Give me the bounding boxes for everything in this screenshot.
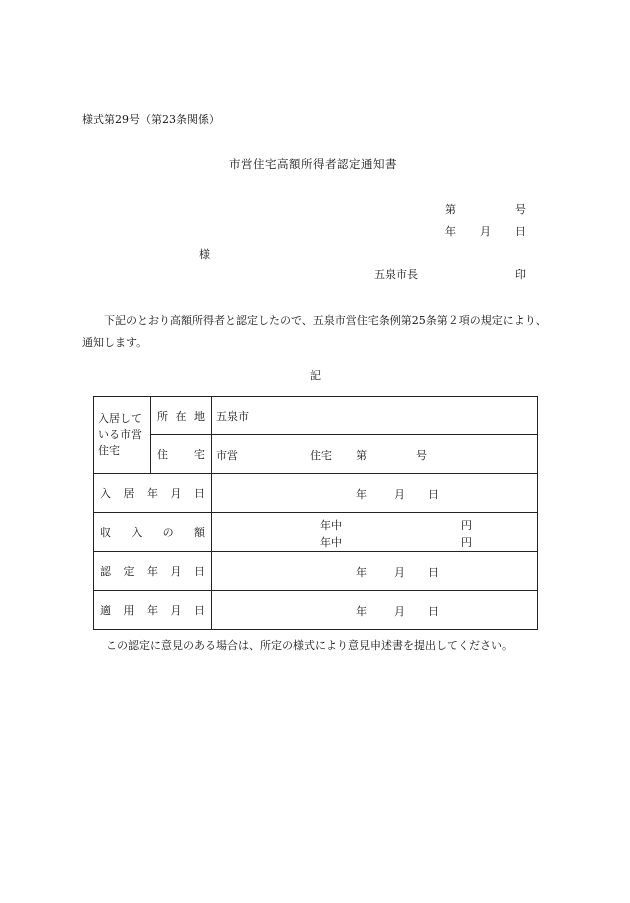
house-dai: 第	[356, 449, 367, 462]
application-label-char: 月	[170, 604, 182, 617]
location-label-char: 在	[175, 409, 187, 423]
certification-year: 年	[356, 566, 367, 579]
income-label-char: 収	[100, 526, 111, 539]
income-label-char: 額	[193, 526, 205, 539]
move-in-year: 年	[356, 488, 367, 501]
location-value: 五泉市	[212, 397, 538, 435]
issuer-seal: 印	[515, 268, 526, 281]
addressee-suffix: 様	[199, 248, 210, 261]
certification-label-char: 認	[100, 565, 111, 578]
location-label	[151, 397, 212, 435]
move-in-label-char: 入	[100, 487, 111, 500]
move-in-day: 日	[428, 488, 439, 501]
table-row	[94, 513, 538, 552]
certification-label	[94, 552, 212, 591]
income-value	[212, 513, 538, 552]
certification-label-char: 月	[170, 565, 182, 578]
house-go: 号	[416, 449, 427, 462]
move-in-label-char: 年	[147, 487, 158, 500]
footer-note: この認定に意見のある場合は、所定の様式により意見申述書を提出してください。	[106, 639, 513, 652]
table-row	[94, 552, 538, 591]
income-unit: 円	[461, 519, 472, 532]
move-in-label	[94, 474, 212, 513]
location-label-char: 所	[157, 409, 168, 423]
doc-number-go: 号	[515, 203, 526, 216]
income-label-char: 入	[131, 526, 143, 539]
application-year: 年	[356, 605, 367, 618]
income-unit: 円	[461, 536, 472, 549]
body-text: 下記のとおり高額所得者と認定したので、五泉市営住宅条例第25条第２項の規定により、通知します。	[82, 314, 547, 349]
issue-date-month: 月	[480, 225, 491, 238]
certification-day: 日	[428, 566, 439, 579]
table-row	[94, 397, 538, 435]
application-label-char: 用	[123, 604, 135, 617]
certification-label-char: 年	[147, 565, 158, 578]
application-label-char: 日	[194, 604, 205, 617]
income-label	[94, 513, 212, 552]
house-value	[212, 435, 538, 474]
move-in-month: 月	[394, 488, 405, 501]
table-row	[94, 474, 538, 513]
table-row	[94, 435, 538, 474]
move-in-label-char: 居	[123, 487, 135, 500]
income-period: 年中	[320, 519, 342, 532]
resident-label: 入居している市営住宅	[94, 397, 151, 474]
issuer-name: 五泉市長	[374, 268, 418, 281]
application-month: 月	[394, 605, 405, 618]
application-day: 日	[428, 605, 439, 618]
details-table	[93, 396, 538, 630]
application-label-char: 適	[100, 604, 111, 617]
house-label	[151, 435, 212, 474]
issue-date-year: 年	[445, 225, 456, 238]
certification-month: 月	[394, 566, 405, 579]
application-label	[94, 591, 212, 630]
house-label-char: 住	[157, 448, 168, 461]
doc-number-dai: 第	[445, 203, 456, 216]
table-row	[94, 591, 538, 630]
income-period: 年中	[320, 536, 342, 549]
certification-label-char: 定	[123, 565, 135, 578]
document-title: 市営住宅高額所得者認定通知書	[229, 157, 397, 171]
ki-heading: 記	[310, 369, 321, 382]
form-number: 様式第29号（第23条関係）	[82, 113, 220, 126]
move-in-label-char: 月	[170, 487, 182, 500]
house-label-char: 宅	[194, 448, 205, 461]
issue-date-day: 日	[515, 225, 526, 238]
location-label-char: 地	[194, 409, 205, 423]
house-suffix: 住宅	[310, 449, 332, 462]
house-prefix: 市営	[216, 449, 238, 462]
move-in-date	[212, 474, 538, 513]
move-in-label-char: 日	[194, 487, 205, 500]
application-label-char: 年	[147, 604, 158, 617]
certification-date	[212, 552, 538, 591]
income-label-char: の	[162, 526, 174, 539]
certification-label-char: 日	[194, 565, 205, 578]
application-date	[212, 591, 538, 630]
